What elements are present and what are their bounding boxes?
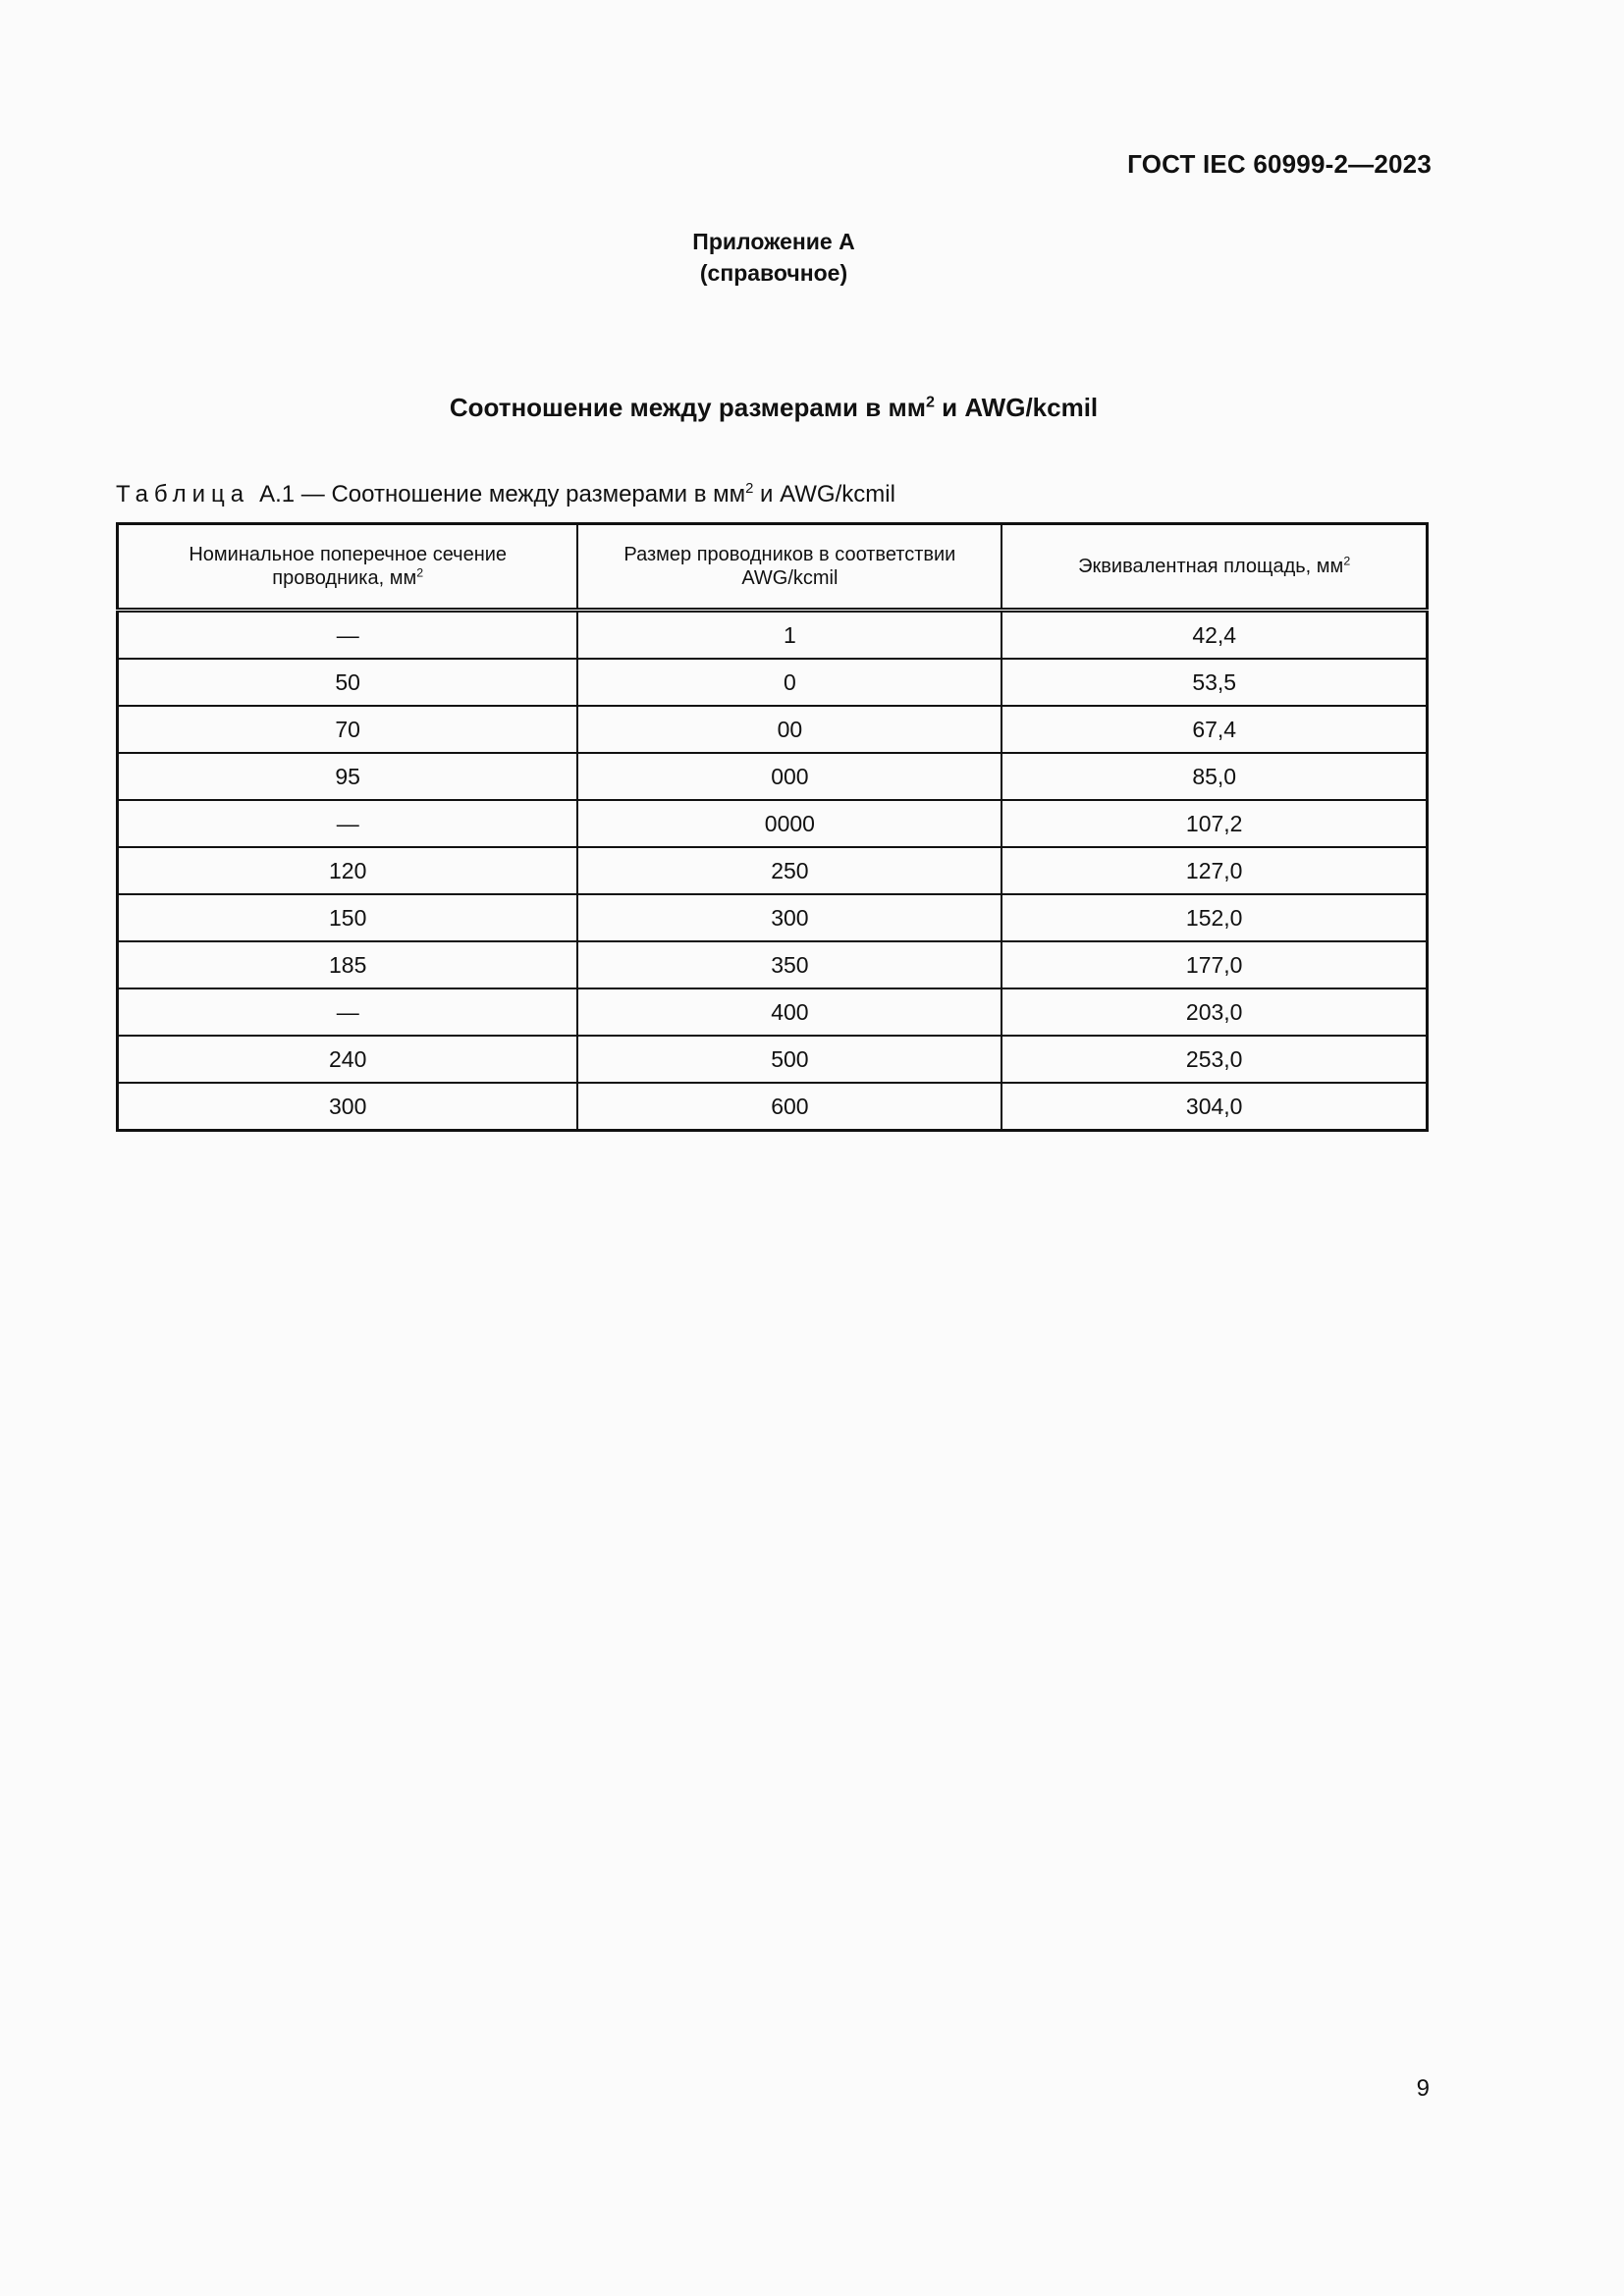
cell-awg: 00 xyxy=(577,706,1001,753)
header-equivalent-area-text: Эквивалентная площадь, мм xyxy=(1078,556,1344,577)
header-equivalent-area-sup: 2 xyxy=(1343,554,1351,568)
table-caption-tail: и AWG/kcmil xyxy=(753,481,895,507)
cell-area: 67,4 xyxy=(1001,706,1427,753)
cell-nominal: — xyxy=(118,988,578,1036)
cell-awg: 250 xyxy=(577,847,1001,894)
cell-area: 177,0 xyxy=(1001,941,1427,988)
cell-nominal: 50 xyxy=(118,659,578,706)
cell-nominal: 300 xyxy=(118,1083,578,1131)
cell-awg: 600 xyxy=(577,1083,1001,1131)
cell-nominal: 240 xyxy=(118,1036,578,1083)
table-row xyxy=(118,1083,1428,1131)
cell-area: 53,5 xyxy=(1001,659,1427,706)
table-caption-sup: 2 xyxy=(745,481,754,497)
cell-awg: 300 xyxy=(577,894,1001,941)
header-nominal-section-sup: 2 xyxy=(416,565,424,580)
cell-nominal: 70 xyxy=(118,706,578,753)
cell-area: 107,2 xyxy=(1001,800,1427,847)
conversion-table xyxy=(116,522,1429,1132)
standard-code: ГОСТ IEC 60999-2—2023 xyxy=(1127,149,1432,179)
table-row xyxy=(118,941,1428,988)
cell-area: 42,4 xyxy=(1001,611,1427,660)
cell-area: 304,0 xyxy=(1001,1083,1427,1131)
cell-area: 253,0 xyxy=(1001,1036,1427,1083)
cell-awg: 350 xyxy=(577,941,1001,988)
table-row xyxy=(118,659,1428,706)
table-row xyxy=(118,800,1428,847)
table-caption-text: А.1 — Соотношение между размерами в мм xyxy=(259,481,746,507)
cell-awg: 1 xyxy=(577,611,1001,660)
header-awg-size-text: Размер проводников в соответствии AWG/kcmil xyxy=(623,544,956,589)
table-caption-label: Таблица xyxy=(116,481,250,507)
cell-awg: 500 xyxy=(577,1036,1001,1083)
cell-awg: 0 xyxy=(577,659,1001,706)
page-number: 9 xyxy=(1416,2075,1430,2102)
table-row xyxy=(118,706,1428,753)
appendix-subtitle: (справочное) xyxy=(699,260,848,286)
cell-nominal: — xyxy=(118,611,578,660)
cell-awg: 0000 xyxy=(577,800,1001,847)
cell-awg: 000 xyxy=(577,753,1001,800)
cell-area: 203,0 xyxy=(1001,988,1427,1036)
header-nominal-section xyxy=(118,524,578,611)
appendix-title: Приложение А xyxy=(692,229,855,254)
cell-nominal: 120 xyxy=(118,847,578,894)
cell-area: 152,0 xyxy=(1001,894,1427,941)
table-row xyxy=(118,1036,1428,1083)
table-row xyxy=(118,847,1428,894)
header-awg-size xyxy=(577,524,1001,611)
table-caption xyxy=(116,481,895,508)
header-nominal-section-text: Номинальное поперечное сечение проводника, мм xyxy=(189,544,508,589)
table-row xyxy=(118,894,1428,941)
cell-area: 127,0 xyxy=(1001,847,1427,894)
table-row xyxy=(118,988,1428,1036)
cell-nominal: — xyxy=(118,800,578,847)
section-title-tail: и AWG/kcmil xyxy=(934,393,1099,422)
cell-nominal: 95 xyxy=(118,753,578,800)
table-row xyxy=(118,611,1428,660)
header-equivalent-area xyxy=(1001,524,1427,611)
cell-nominal: 150 xyxy=(118,894,578,941)
cell-awg: 400 xyxy=(577,988,1001,1036)
appendix-heading xyxy=(0,226,1547,289)
section-title xyxy=(0,393,1547,423)
table-row xyxy=(118,753,1428,800)
cell-nominal: 185 xyxy=(118,941,578,988)
cell-area: 85,0 xyxy=(1001,753,1427,800)
section-title-text: Соотношение между размерами в мм xyxy=(449,393,926,422)
section-title-sup: 2 xyxy=(925,393,935,411)
table-header-row xyxy=(118,524,1428,611)
